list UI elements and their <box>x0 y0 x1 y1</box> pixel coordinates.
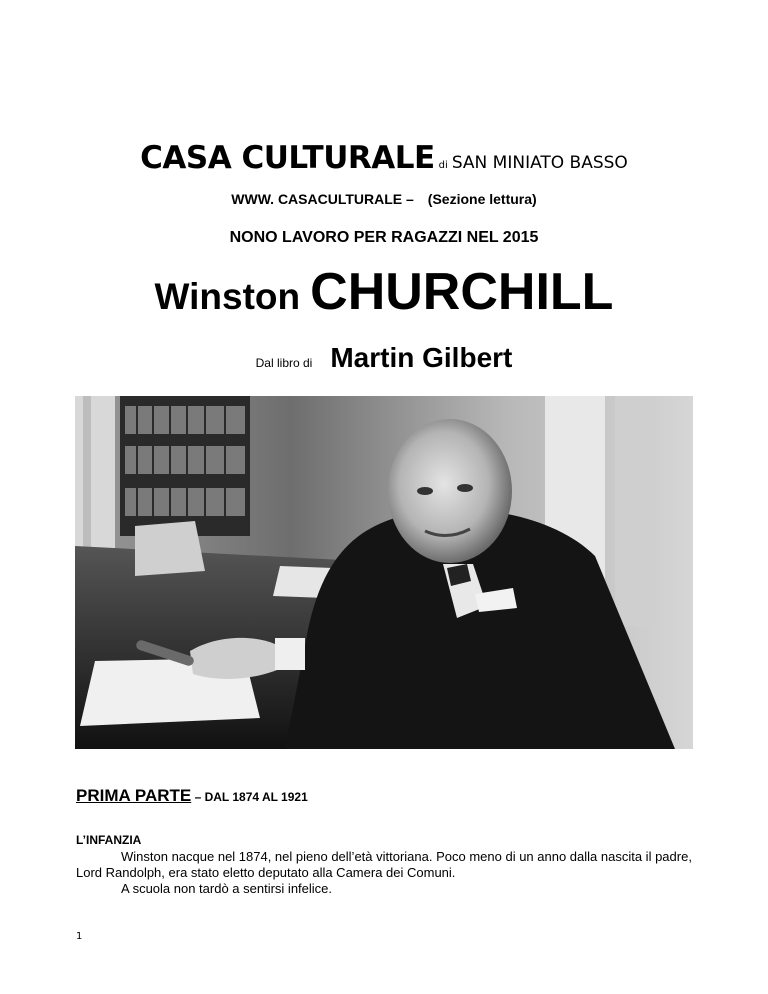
title-first-name: Winston <box>154 276 301 317</box>
organization-place: SAN MINIATO BASSO <box>451 153 628 173</box>
title-last-name: CHURCHILL <box>310 263 614 321</box>
website-line <box>0 191 768 207</box>
paragraph-1: Winston nacque nel 1874, nel pieno dell’età vittoriana. Poco meno di un anno dalla nascita il padre, Lord Randolph, era stato eletto deputato alla Camera dei Comuni. <box>76 849 692 880</box>
page-number: 1 <box>76 931 83 942</box>
byline-author: Martin Gilbert <box>330 342 513 373</box>
document-subtitle: NONO LAVORO PER RAGAZZI NEL 2015 <box>229 229 539 246</box>
section-note: (Sezione lettura) <box>427 191 537 207</box>
section-title-dates: – DAL 1874 AL 1921 <box>191 790 308 804</box>
paragraph-heading: L’INFANZIA <box>76 833 142 847</box>
byline-prefix: Dal libro di <box>255 356 313 370</box>
organization-header <box>0 140 768 176</box>
byline <box>0 342 768 374</box>
section-title <box>76 786 308 806</box>
organization-name: CASA CULTURALE <box>140 140 435 176</box>
organization-di: di <box>438 160 448 171</box>
portrait-photo <box>75 396 693 749</box>
section-title-lead: PRIMA PARTE <box>76 786 192 805</box>
document-title <box>0 262 768 322</box>
website-text: WWW. CASACULTURALE – <box>231 191 414 207</box>
paragraph-2: A scuola non tardò a sentirsi infelice. <box>121 881 333 896</box>
